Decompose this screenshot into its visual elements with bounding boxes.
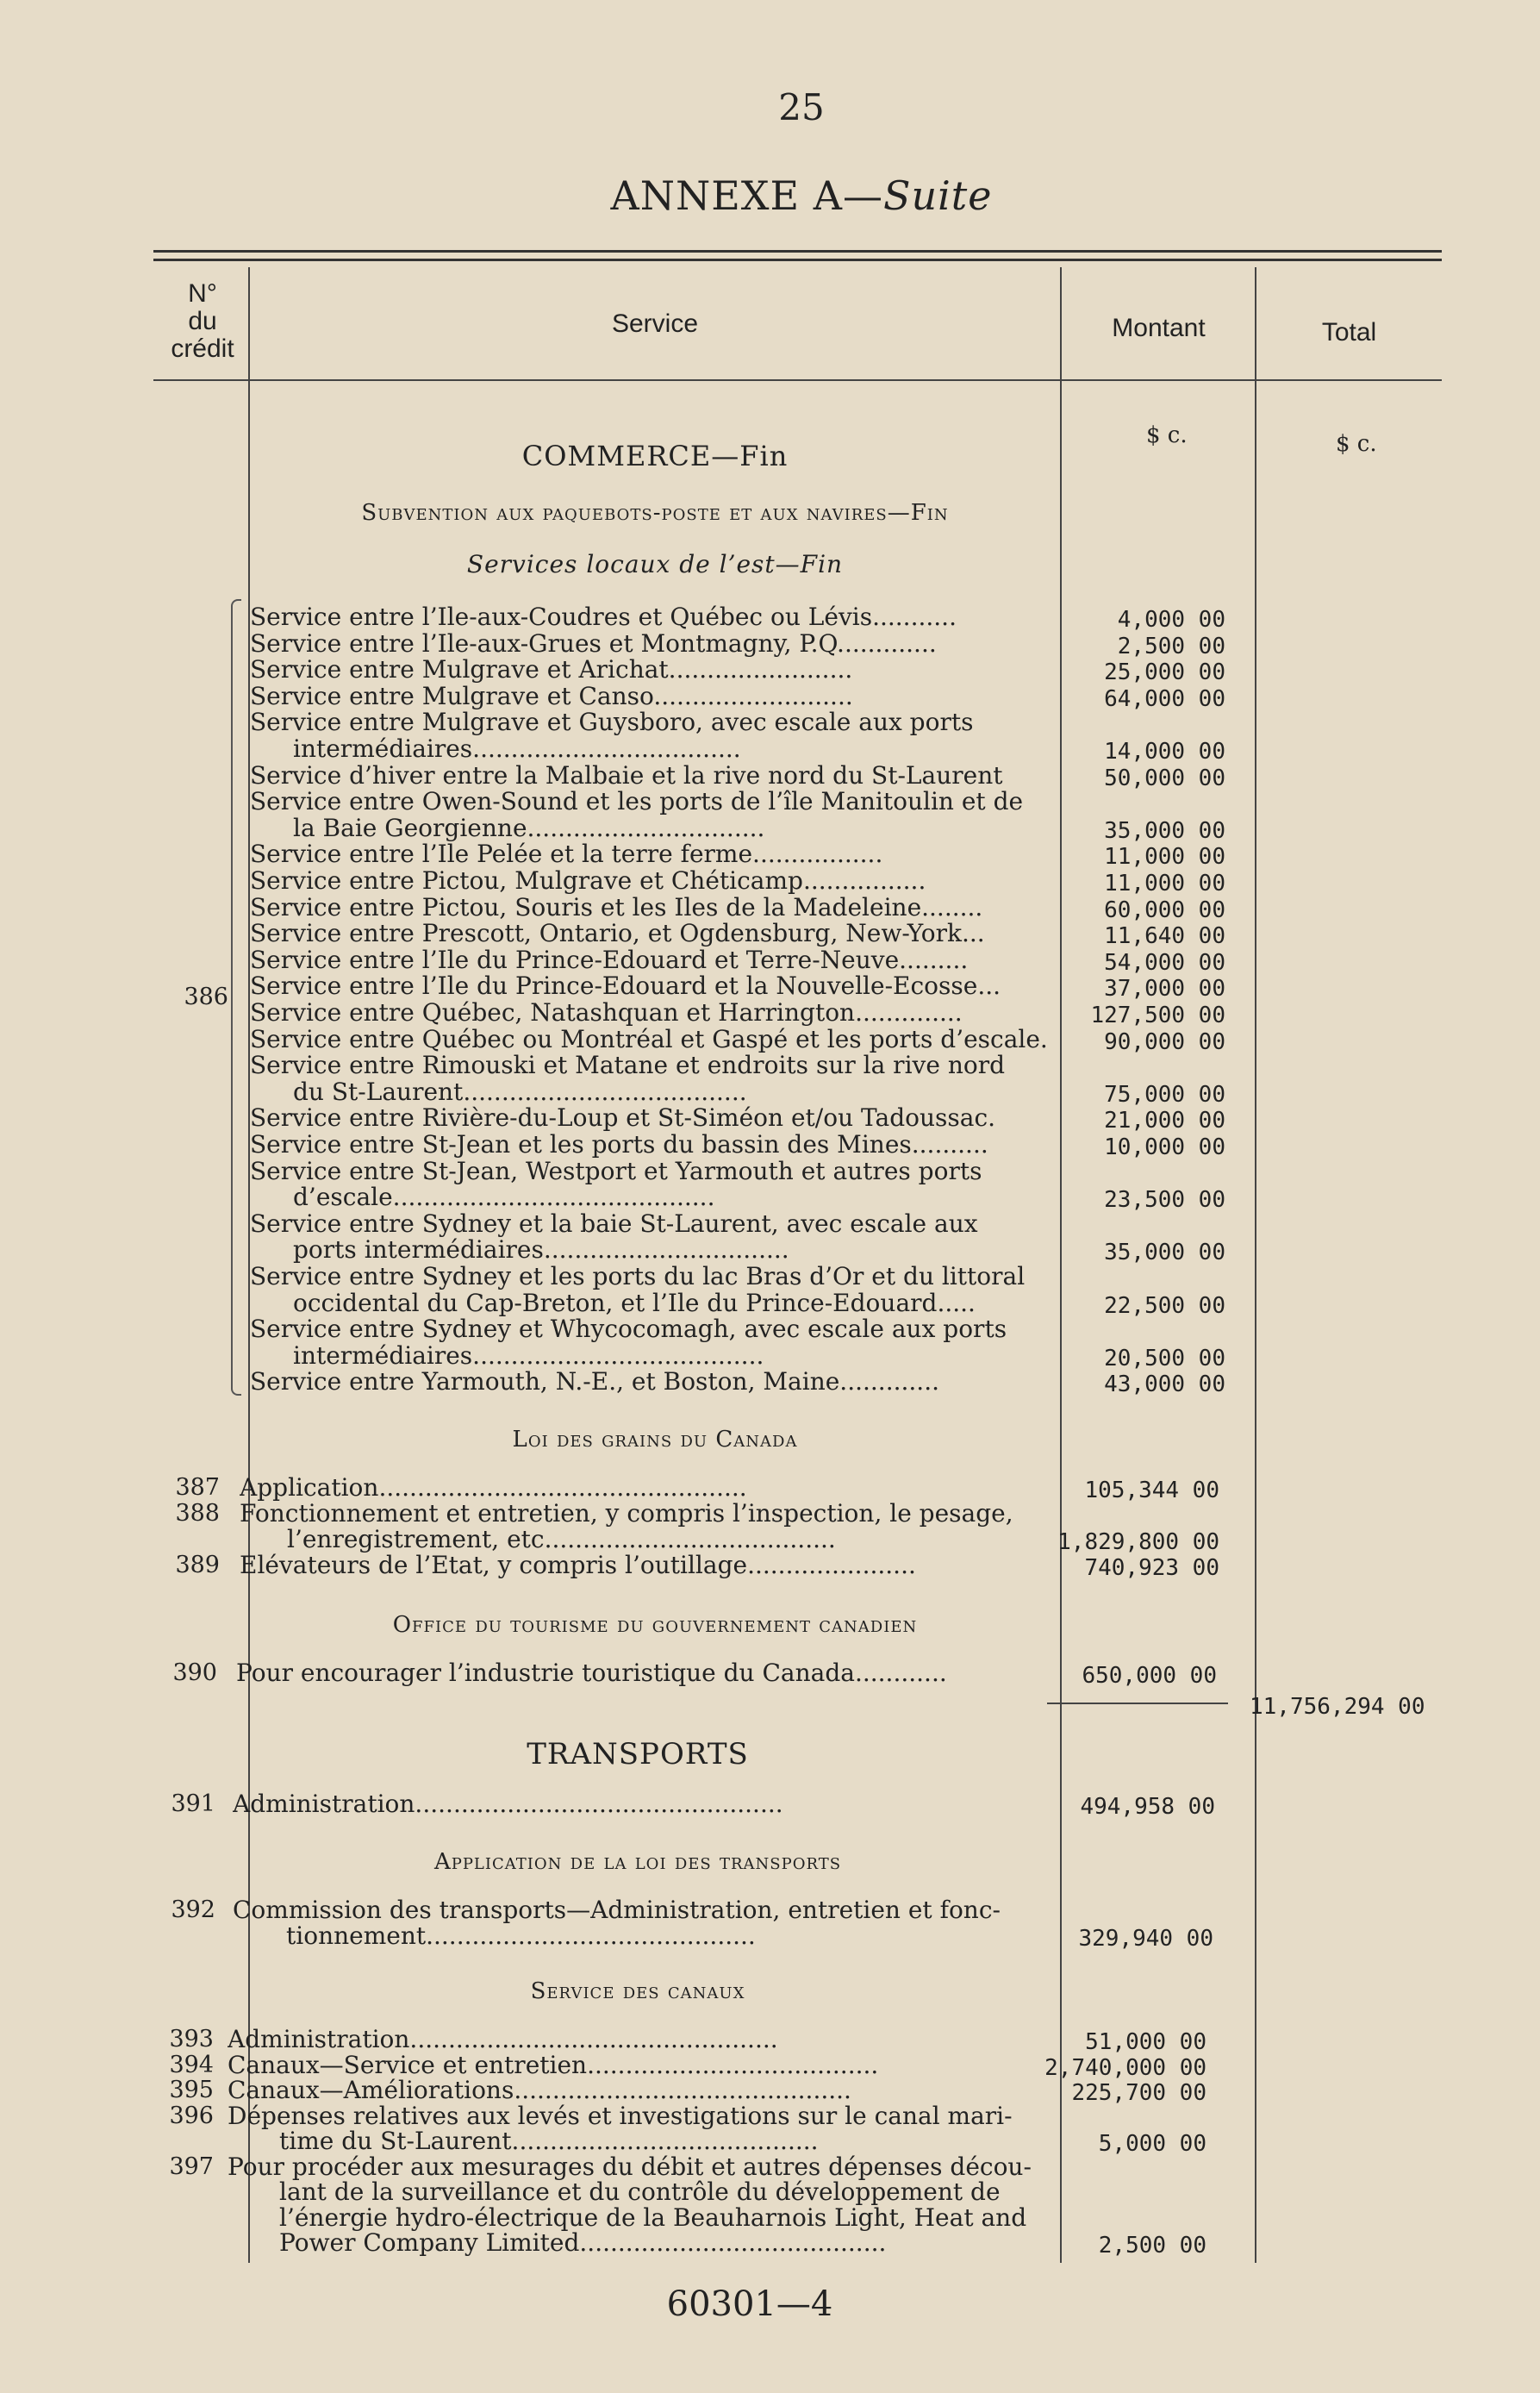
item-amount: 11,640 00 — [1104, 923, 1225, 950]
item-amount: 64,000 00 — [1104, 685, 1225, 712]
item-description: Service entre Sydney et les ports du lac Bras d’Or et du littoral — [250, 1263, 1026, 1290]
item-description: Service entre l’Ile-aux-Coudres et Québec ou Lévis........... — [250, 603, 957, 630]
header-credit — [155, 280, 250, 363]
item-amount: 4,000 00 — [1117, 607, 1225, 633]
section-loi-grains: Loi des grains du Canada — [512, 1427, 798, 1453]
credit-code: 392 — [171, 1896, 215, 1923]
item-description-cont: tionnement........................................... — [286, 1922, 756, 1949]
item-description: Service entre St-Jean, Westport et Yarmouth et autres ports — [250, 1157, 982, 1184]
header-credit-line-2: du — [188, 307, 217, 335]
item-amount: 494,958 00 — [1080, 1794, 1215, 1820]
item-description-cont: d’escale.......................................... — [293, 1184, 715, 1211]
item-description: Application................................................ — [240, 1474, 747, 1501]
unit-montant: $ c. — [1146, 422, 1188, 448]
item-description: Service entre l’Ile du Prince-Edouard et Terre-Neuve......... — [250, 946, 969, 973]
item-description: Commission des transports—Administration, entretien et fonc- — [233, 1896, 1001, 1923]
item-amount: 225,700 00 — [1071, 2080, 1206, 2106]
item-description-cont: du St-Laurent..................................... — [293, 1078, 747, 1105]
item-amount: 650,000 00 — [1082, 1663, 1217, 1689]
item-description-cont: intermédiaires...................................... — [293, 1341, 764, 1369]
item-amount: 105,344 00 — [1084, 1478, 1219, 1503]
annex-title — [0, 172, 1540, 219]
annex-title-main: ANNEXE A— — [610, 172, 883, 219]
header-credit-line-3: crédit — [171, 334, 234, 363]
item-description: Service entre Pictou, Mulgrave et Chéticamp................ — [250, 867, 926, 894]
item-description: Service entre Prescott, Ontario, et Ogdensburg, New-York... — [250, 920, 985, 947]
item-description: Service entre Mulgrave et Arichat........................ — [250, 656, 853, 684]
item-description-cont: ports intermédiaires................................ — [293, 1236, 789, 1264]
section-subvention: Subvention aux paquebots-poste et aux navires—Fin — [361, 500, 949, 526]
footer-code: 60301—4 — [666, 2284, 833, 2324]
item-description: Service d’hiver entre la Malbaie et la rive nord du St-Laurent — [250, 761, 1003, 789]
item-amount: 1,829,800 00 — [1057, 1529, 1219, 1555]
item-amount: 740,923 00 — [1084, 1555, 1219, 1581]
item-amount: 22,500 00 — [1104, 1292, 1225, 1319]
item-description: Service entre l’Ile du Prince-Edouard et la Nouvelle-Ecosse... — [250, 972, 1001, 1000]
section-commerce: COMMERCE—Fin — [521, 440, 789, 472]
montant-subtotal-rule — [1047, 1703, 1228, 1704]
item-amount: 54,000 00 — [1104, 949, 1225, 976]
item-description: Service entre Owen-Sound et les ports de l’île Manitoulin et de — [250, 788, 1024, 815]
item-amount: 2,500 00 — [1117, 633, 1225, 659]
item-amount: 127,500 00 — [1090, 1003, 1225, 1028]
item-description-cont: occidental du Cap-Breton, et l’Ile du Prince-Edouard..... — [293, 1289, 976, 1316]
header-service: Service — [611, 309, 699, 338]
item-amount: 2,500 00 — [1098, 2233, 1206, 2259]
credit-code: 390 — [172, 1659, 217, 1686]
item-amount: 21,000 00 — [1104, 1108, 1225, 1134]
item-description: Canaux—Améliorations............................................ — [228, 2077, 851, 2103]
item-description-cont: la Baie Georgienne............................... — [293, 814, 765, 841]
credit-code: 393 — [169, 2026, 214, 2052]
brace-386 — [231, 599, 241, 1396]
item-amount: 11,000 00 — [1104, 844, 1225, 871]
commerce-total: 11,756,294 00 — [1250, 1694, 1425, 1720]
item-description-cont: intermédiaires................................... — [293, 735, 741, 762]
credit-code: 389 — [175, 1552, 220, 1578]
page-number: 25 — [778, 86, 825, 128]
item-description-cont: l’enregistrement, etc...................................... — [287, 1526, 836, 1553]
item-amount: 75,000 00 — [1104, 1081, 1225, 1108]
header-total: Total — [1321, 318, 1377, 347]
item-description: Pour procéder aux mesurages du débit et autres dépenses décou- — [228, 2152, 1032, 2180]
item-description: Service entre Québec ou Montréal et Gaspé et les ports d’escale. — [250, 1025, 1048, 1053]
item-amount: 2,740,000 00 — [1044, 2054, 1206, 2081]
item-description: Administration................................................ — [228, 2026, 778, 2052]
item-description: Service entre St-Jean et les ports du bassin des Mines.......... — [250, 1131, 988, 1158]
item-amount: 10,000 00 — [1104, 1134, 1225, 1160]
item-description: Service entre Yarmouth, N.-E., et Boston, Maine............. — [250, 1368, 939, 1396]
section-service-canaux: Service des canaux — [530, 1978, 745, 2004]
item-amount: 5,000 00 — [1098, 2131, 1206, 2157]
item-amount: 25,000 00 — [1104, 659, 1225, 686]
item-description-cont: time du St-Laurent........................................ — [279, 2127, 819, 2154]
item-description-cont: lant de la surveillance et du contrôle du développement de — [279, 2178, 1001, 2205]
credit-code: 397 — [169, 2152, 214, 2180]
item-amount: 50,000 00 — [1104, 765, 1225, 791]
item-description-cont: l’énergie hydro-électrique de la Beauharnois Light, Heat and — [279, 2203, 1027, 2231]
credit-code: 394 — [169, 2051, 214, 2078]
item-description: Pour encourager l’industrie touristique du Canada............ — [236, 1659, 947, 1686]
item-description: Service entre l’Ile-aux-Grues et Montmagny, P.Q............. — [250, 629, 937, 657]
section-transports: TRANSPORTS — [527, 1737, 749, 1771]
credit-code-386: 386 — [184, 984, 228, 1010]
item-amount: 35,000 00 — [1104, 817, 1225, 844]
header-bottom-rule — [153, 379, 1442, 381]
section-services-locaux: Services locaux de l’est—Fin — [466, 550, 844, 578]
item-description: Service entre Rimouski et Matane et endroits sur la rive nord — [250, 1052, 1006, 1079]
credit-code: 391 — [171, 1790, 215, 1817]
item-description: Service entre Rivière-du-Loup et St-Siméon et/ou Tadoussac. — [250, 1104, 996, 1132]
credit-code: 388 — [175, 1500, 220, 1527]
credit-code: 387 — [175, 1474, 220, 1501]
item-description: Service entre Québec, Natashquan et Harrington.............. — [250, 999, 963, 1026]
item-amount: 23,500 00 — [1104, 1187, 1225, 1214]
item-description: Service entre Sydney et Whycocomagh, avec escale aux ports — [250, 1315, 1007, 1343]
item-description-cont: Power Company Limited........................................ — [279, 2229, 887, 2256]
annex-title-suffix: Suite — [882, 172, 993, 219]
item-amount: 35,000 00 — [1104, 1240, 1225, 1266]
item-description: Service entre Mulgrave et Canso.......................... — [250, 682, 853, 709]
item-amount: 60,000 00 — [1104, 897, 1225, 923]
header-credit-line-1: N° — [188, 279, 217, 308]
credit-code: 396 — [169, 2102, 214, 2129]
item-description: Service entre Mulgrave et Guysboro, avec escale aux ports — [250, 709, 974, 736]
item-description: Service entre Pictou, Souris et les Iles de la Madeleine........ — [250, 893, 983, 921]
item-description: Dépenses relatives aux levés et investigations sur le canal mari- — [228, 2102, 1013, 2129]
header-montant: Montant — [1112, 314, 1206, 342]
item-amount: 51,000 00 — [1085, 2029, 1206, 2055]
item-amount: 43,000 00 — [1104, 1371, 1225, 1398]
section-office-tourisme: Office du tourisme du gouvernement canadien — [392, 1612, 918, 1638]
top-double-rule-2 — [153, 259, 1442, 261]
unit-total: $ c. — [1336, 431, 1377, 457]
item-description: Canaux—Service et entretien...................................... — [228, 2051, 879, 2078]
top-double-rule-1 — [153, 250, 1442, 253]
item-description: Fonctionnement et entretien, y compris l’inspection, le pesage, — [240, 1500, 1013, 1527]
item-description: Administration................................................ — [233, 1790, 783, 1817]
item-amount: 37,000 00 — [1104, 976, 1225, 1003]
item-description: Service entre Sydney et la baie St-Laurent, avec escale aux — [250, 1209, 978, 1237]
section-application-loi: Application de la loi des transports — [433, 1849, 842, 1875]
item-amount: 14,000 00 — [1104, 739, 1225, 765]
item-amount: 11,000 00 — [1104, 871, 1225, 897]
item-amount: 90,000 00 — [1104, 1028, 1225, 1055]
item-description: Elévateurs de l’Etat, y compris l’outillage...................... — [240, 1552, 916, 1578]
item-amount: 329,940 00 — [1078, 1926, 1213, 1952]
item-description: Service entre l’Ile Pelée et la terre ferme................. — [250, 840, 883, 868]
item-amount: 20,500 00 — [1104, 1345, 1225, 1371]
credit-code: 395 — [169, 2077, 214, 2103]
col-line-montant — [1255, 267, 1256, 2263]
